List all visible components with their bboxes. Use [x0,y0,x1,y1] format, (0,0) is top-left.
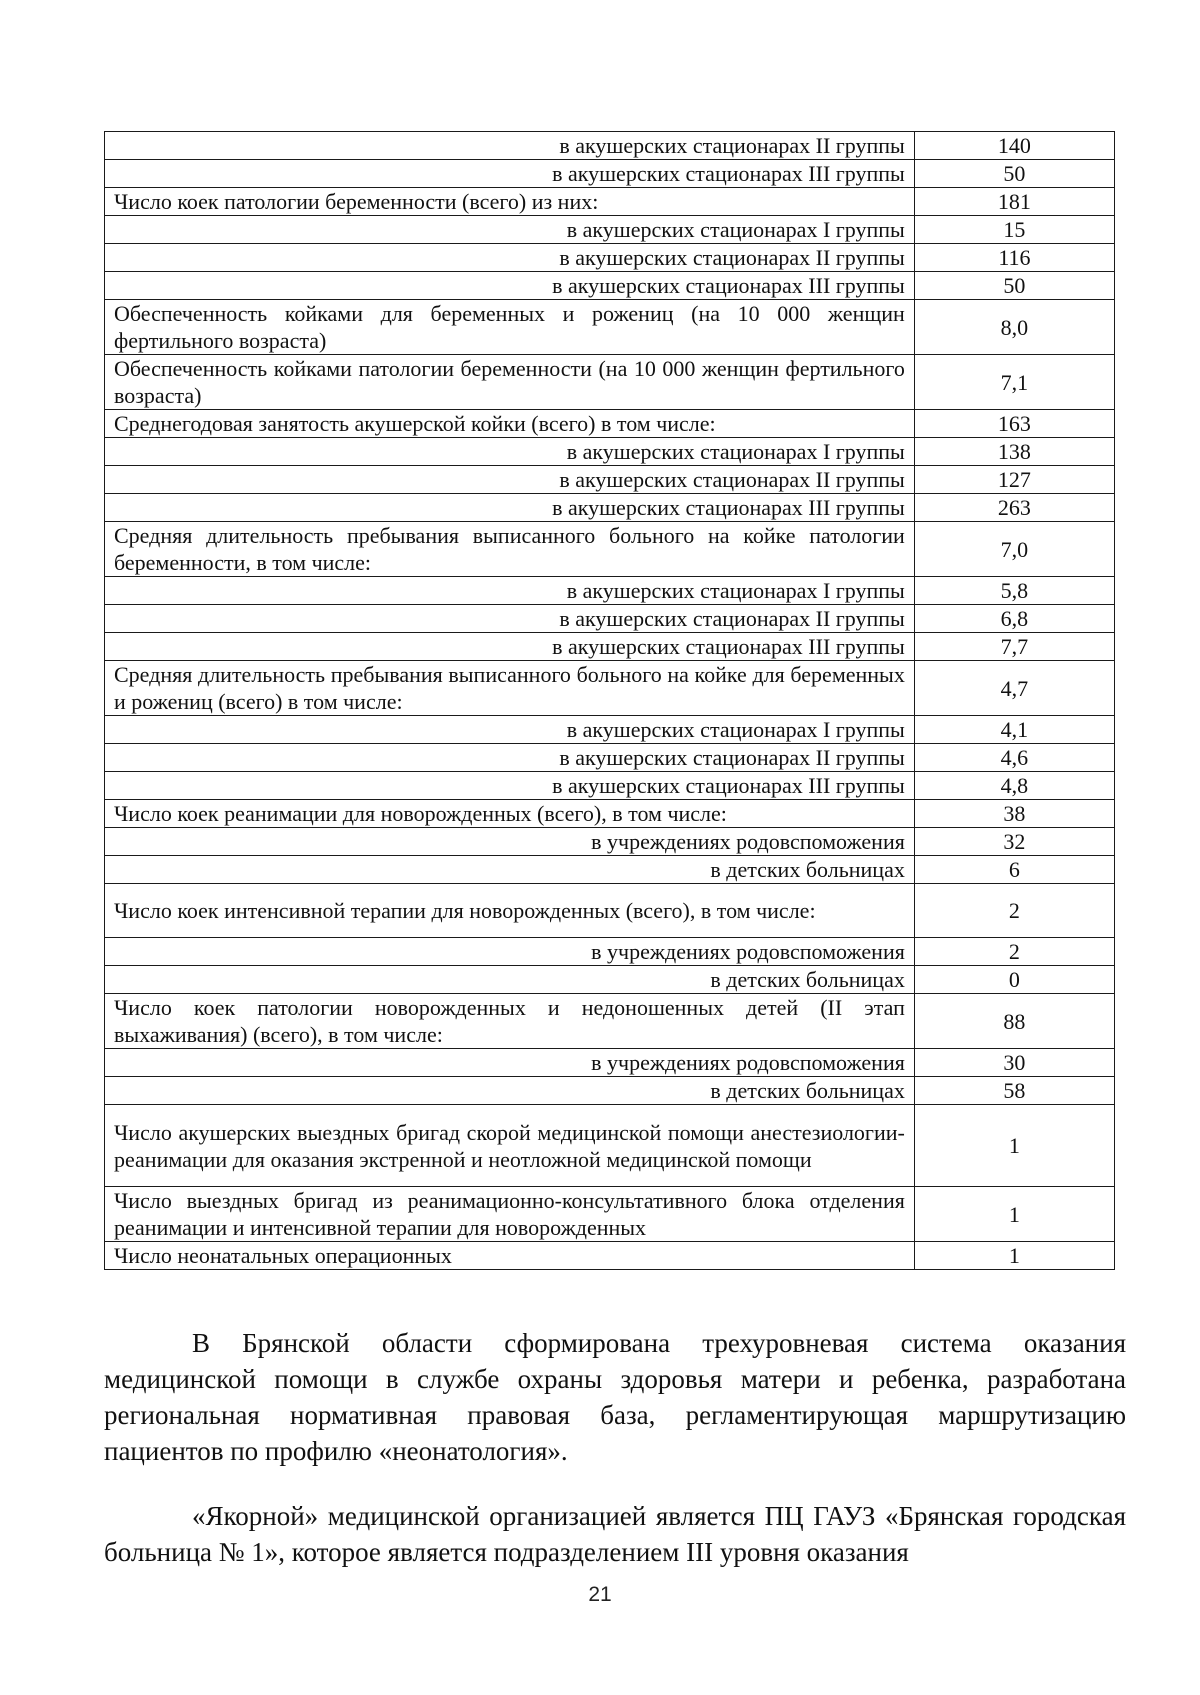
row-label: Среднегодовая занятость акушерской койки (всего) в том числе: [105,410,915,438]
row-label: Средняя длительность пребывания выписанного больного на койке патологии беременности, в том числе: [105,522,915,577]
page-number: 21 [588,1583,612,1606]
row-value: 6 [914,856,1114,884]
row-label: в акушерских стационарах II группы [105,605,915,633]
table-row [105,1242,1115,1270]
row-value: 1 [914,1187,1114,1242]
row-value: 0 [914,966,1114,994]
statistics-table [104,131,1115,1270]
row-value: 1 [914,1105,1114,1187]
table-row [105,244,1115,272]
row-value: 116 [914,244,1114,272]
row-label: Число коек интенсивной терапии для новорожденных (всего), в том числе: [105,884,915,938]
table-row [105,744,1115,772]
table-row [105,188,1115,216]
row-label: в акушерских стационарах III группы [105,494,915,522]
table-row [105,438,1115,466]
table-row [105,633,1115,661]
row-label: в учреждениях родовспоможения [105,1049,915,1077]
statistics-table-body [105,132,1115,1270]
table-row [105,300,1115,355]
row-value: 30 [914,1049,1114,1077]
row-value: 263 [914,494,1114,522]
row-value: 5,8 [914,577,1114,605]
row-label: Число выездных бригад из реанимационно-консультативного блока отделения реанимации и интенсивной терапии для новорожденных [105,1187,915,1242]
row-value: 181 [914,188,1114,216]
row-label: в акушерских стационарах III группы [105,272,915,300]
body-paragraph-1: В Брянской области сформирована трехуровневая система оказания медицинской помощи в службе охраны здоровья матери и ребенка, разработана региональная нормативная правовая база, регламентирующая маршрутизацию пациентов по профилю «неонатология». [104,1328,1126,1466]
row-value: 4,8 [914,772,1114,800]
table-row [105,966,1115,994]
row-label: в акушерских стационарах III группы [105,772,915,800]
row-value: 88 [914,994,1114,1049]
table-row [105,494,1115,522]
row-label: в акушерских стационарах II группы [105,244,915,272]
row-label: в детских больницах [105,1077,915,1105]
table-row [105,716,1115,744]
row-value: 2 [914,884,1114,938]
table-row [105,466,1115,494]
row-value: 1 [914,1242,1114,1270]
row-label: в акушерских стационарах III группы [105,160,915,188]
row-value: 4,6 [914,744,1114,772]
row-label: в акушерских стационарах II группы [105,744,915,772]
row-label: в акушерских стационарах II группы [105,132,915,160]
row-value: 2 [914,938,1114,966]
row-label: Обеспеченность койками для беременных и рожениц (на 10 000 женщин фертильного возраста) [105,300,915,355]
row-value: 4,7 [914,661,1114,716]
row-label: в детских больницах [105,856,915,884]
row-value: 7,0 [914,522,1114,577]
row-label: Число коек патологии беременности (всего) из них: [105,188,915,216]
table-row [105,605,1115,633]
table-row [105,216,1115,244]
row-value: 138 [914,438,1114,466]
table-row [105,272,1115,300]
row-value: 50 [914,160,1114,188]
table-row [105,1187,1115,1242]
row-label: в акушерских стационарах III группы [105,633,915,661]
table-row [105,661,1115,716]
row-label: Число коек реанимации для новорожденных (всего), в том числе: [105,800,915,828]
row-value: 38 [914,800,1114,828]
row-label: Число акушерских выездных бригад скорой медицинской помощи анестезиологии-реанимации для оказания экстренной и неотложной медицинской помощи [105,1105,915,1187]
row-value: 7,1 [914,355,1114,410]
row-value: 58 [914,1077,1114,1105]
table-row [105,856,1115,884]
table-row [105,577,1115,605]
row-label: в акушерских стационарах I группы [105,216,915,244]
body-paragraph-2: «Якорной» медицинской организацией является ПЦ ГАУЗ «Брянская городская больница № 1», которое является подразделением III уровня оказания [104,1501,1126,1567]
row-value: 32 [914,828,1114,856]
table-row [105,828,1115,856]
table-row [105,800,1115,828]
row-value: 163 [914,410,1114,438]
row-label: Число неонатальных операционных [105,1242,915,1270]
row-value: 4,1 [914,716,1114,744]
table-row [105,1077,1115,1105]
table-row [105,994,1115,1049]
row-value: 6,8 [914,605,1114,633]
row-label: в акушерских стационарах II группы [105,466,915,494]
table-row [105,1105,1115,1187]
row-label: Средняя длительность пребывания выписанного больного на койке для беременных и рожениц (всего) в том числе: [105,661,915,716]
row-label: Число коек патологии новорожденных и недоношенных детей (II этап выхаживания) (всего), в том числе: [105,994,915,1049]
table-row [105,1049,1115,1077]
row-value: 127 [914,466,1114,494]
table-row [105,772,1115,800]
row-value: 7,7 [914,633,1114,661]
row-value: 140 [914,132,1114,160]
row-label: Обеспеченность койками патологии беременности (на 10 000 женщин фертильного возраста) [105,355,915,410]
row-label: в детских больницах [105,966,915,994]
row-label: в учреждениях родовспоможения [105,938,915,966]
row-label: в акушерских стационарах I группы [105,438,915,466]
table-row [105,410,1115,438]
table-row [105,522,1115,577]
table-row [105,132,1115,160]
table-row [105,355,1115,410]
table-row [105,884,1115,938]
table-row [105,938,1115,966]
row-value: 8,0 [914,300,1114,355]
row-label: в акушерских стационарах I группы [105,716,915,744]
row-value: 15 [914,216,1114,244]
row-label: в учреждениях родовспоможения [105,828,915,856]
row-value: 50 [914,272,1114,300]
row-label: в акушерских стационарах I группы [105,577,915,605]
table-row [105,160,1115,188]
